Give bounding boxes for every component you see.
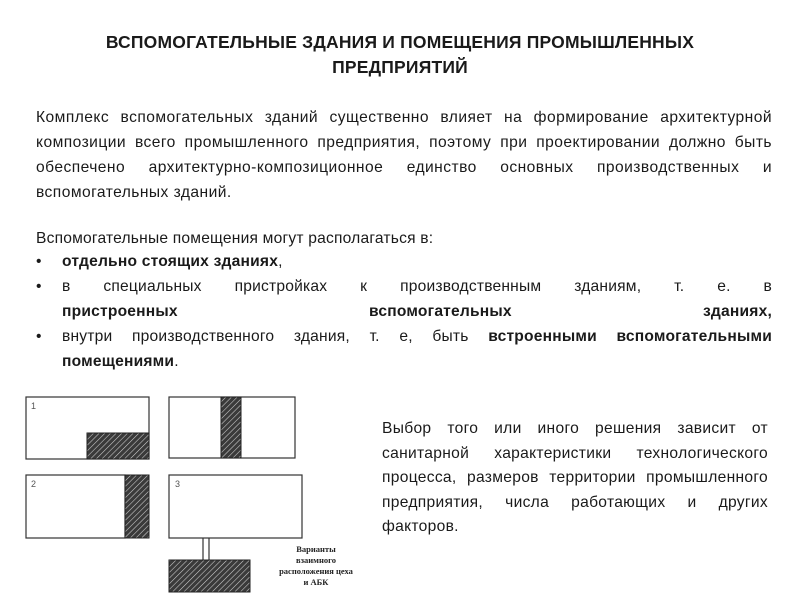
list-item [36, 249, 772, 274]
list-item-text: внутри производственного здания, т. е, быть [62, 328, 489, 345]
list-item [36, 274, 772, 324]
variant-number-2: 2 [31, 479, 37, 489]
caption-line-2: взаимного [296, 555, 336, 565]
slide-title-line-1: ВСПОМОГАТЕЛЬНЫЕ ЗДАНИЯ И ПОМЕЩЕНИЯ ПРОМЫШЛЕННЫХ [105, 32, 695, 52]
bullet-icon: • [36, 278, 42, 295]
auxiliary-block-2 [125, 475, 149, 538]
shop-building-2 [26, 475, 125, 538]
auxiliary-building-3 [169, 560, 250, 592]
list-item [36, 324, 772, 374]
slide-title-line-2: ПРЕДПРИЯТИЙ [332, 57, 468, 77]
variant-builtin-diagram [169, 397, 295, 458]
caption-line-3: расположения цеха [279, 566, 353, 576]
variant-1-diagram [26, 397, 149, 459]
list-item-tail: . [174, 353, 179, 370]
variant-number-1: 1 [31, 401, 37, 411]
diagram-caption [279, 544, 354, 587]
bullet-icon: • [36, 253, 42, 270]
bullet-icon: • [36, 328, 42, 345]
variant-2-diagram [26, 475, 149, 538]
list-item-bold: встроенными вспомогательными помещениями [62, 328, 773, 370]
caption-line-1: Варианты [296, 544, 336, 554]
layout-variants-diagram [0, 385, 370, 600]
placement-options-list [36, 249, 772, 374]
list-item-tail: , [278, 253, 283, 270]
list-item-text: в специальных пристройках к производственным зданиям, т. е. в [62, 278, 772, 295]
variant-number-3: 3 [175, 479, 181, 489]
selection-factors-paragraph: Выбор того или иного решения зависит от санитарной характеристики технологического процесса, размеров территории промышленного предприятия, числа работающих и других факторов. [382, 420, 768, 535]
caption-line-4: и АБК [303, 577, 329, 587]
list-item-bold: отдельно стоящих зданиях [62, 253, 279, 270]
auxiliary-block-builtin [221, 397, 241, 458]
list-item-bold: пристроенных вспомогательных зданиях, [62, 303, 772, 320]
auxiliary-block-1 [87, 433, 149, 459]
shop-building-3 [169, 475, 302, 538]
intro-paragraph: Комплекс вспомогательных зданий существенно влияет на формирование архитектурной композиции всего промышленного предприятия, поэтому при проектировании должно быть обеспечено архитектурно-композиционное единство основных производственных и вспомогательных зданий. [36, 109, 772, 201]
layout-variants-svg [0, 385, 370, 600]
slide-title [30, 30, 770, 80]
lead-sentence: Вспомогательные помещения могут располагаться в: [36, 230, 434, 247]
